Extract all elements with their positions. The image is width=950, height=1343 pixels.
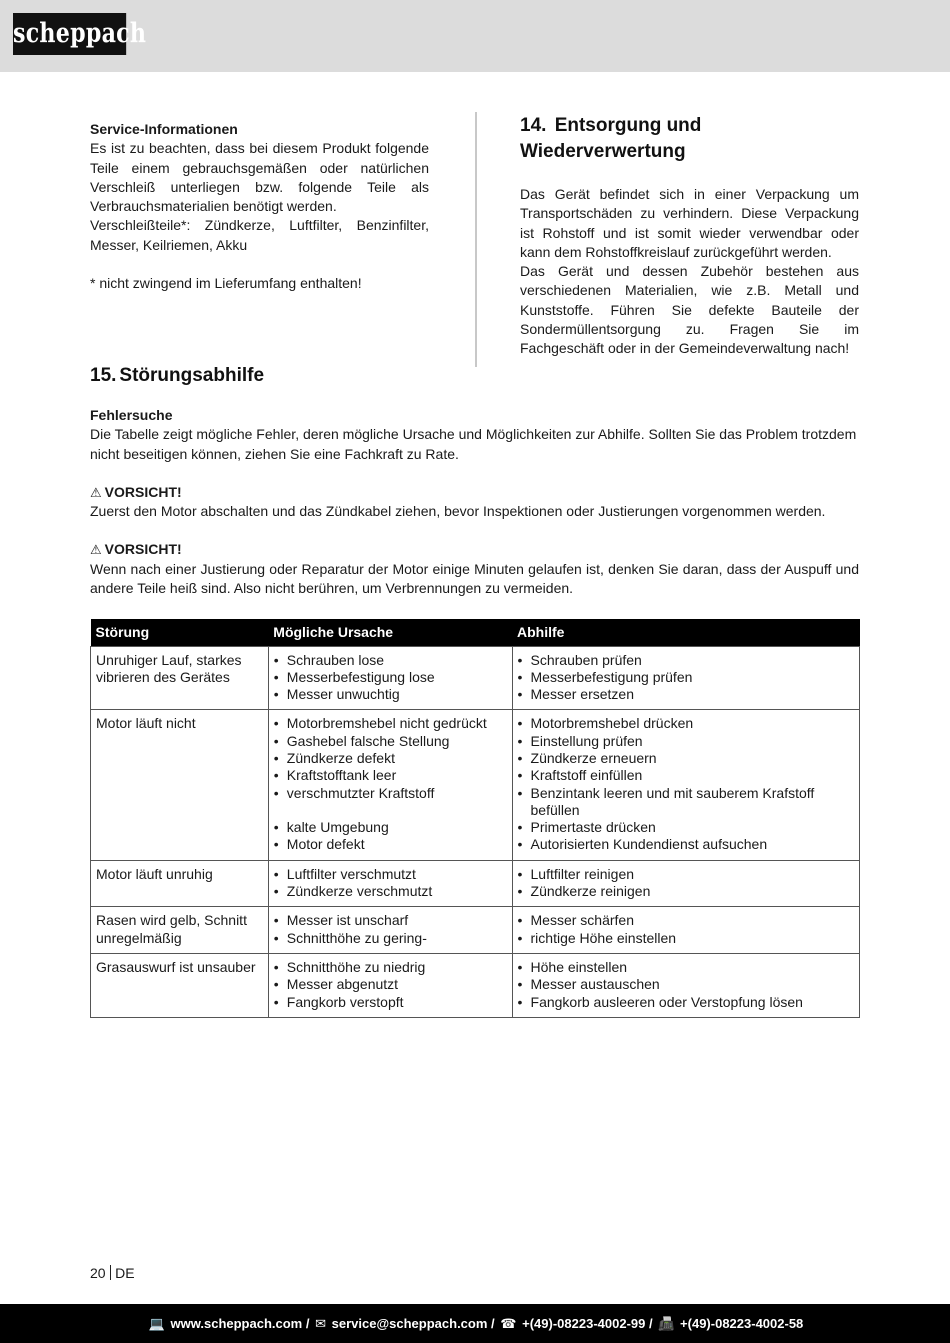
header-cause: Mögliche Ursache	[268, 619, 512, 646]
list-item: • Schnitthöhe zu niedrig	[274, 959, 507, 976]
cause-cell	[268, 710, 512, 860]
list-item: • Zündkerze erneuern	[518, 750, 854, 767]
service-info-body: Es ist zu beachten, dass bei diesem Produkt folgende Teile einem gebrauchsgemäßen oder natürlichen Verschleiß unterliegen bzw. folgende Teile als Verbrauchsmaterialien benötigt werden.	[90, 140, 429, 215]
caution-label: VORSICHT!	[104, 541, 182, 558]
table-row	[91, 646, 860, 710]
fault-table	[90, 619, 860, 1018]
table-row	[91, 953, 860, 1017]
computer-icon: 💻	[148, 1316, 165, 1331]
list-item: • Luftfilter verschmutzt	[274, 866, 507, 883]
remedy-cell	[512, 646, 859, 710]
wear-parts-text: Verschleißteile*: Zündkerze, Luftfilter, Benzinfilter, Messer, Keilriemen, Akku	[90, 217, 429, 253]
header-fault: Störung	[91, 619, 269, 646]
column-divider	[475, 112, 477, 367]
cause-cell	[268, 907, 512, 954]
section-number: 15.	[90, 365, 117, 386]
list-item: • Fangkorb ausleeren oder Verstopfung lösen	[518, 994, 854, 1011]
service-info-section	[90, 120, 429, 293]
fault-cell: Rasen wird gelb, Schnitt unregelmäßig	[91, 907, 269, 954]
remedy-cell	[512, 710, 859, 860]
list-item: • Gashebel falsche Stellung	[274, 733, 507, 750]
separator: /	[648, 1316, 653, 1331]
disposal-paragraph-2: Das Gerät und dessen Zubehör bestehen aus verschiedenen Materialien, wie z.B. Metall und Kunststoffe. Führen Sie defekte Bauteile der Sondermüllentsorgung zu. Fragen Sie im Fachgeschäft oder in der Gemeindeverwaltung nach!	[520, 263, 859, 357]
separator: /	[491, 1316, 495, 1331]
section-title: Entsorgung und Wiederverwertung	[520, 115, 702, 162]
fax-icon: 📠	[658, 1316, 675, 1331]
list-item: • Messer unwuchtig	[274, 686, 507, 703]
page-separator	[110, 1265, 112, 1280]
section-number: 14.	[520, 115, 547, 136]
list-item: • Messerbefestigung lose	[274, 669, 507, 686]
list-item: • Messerbefestigung prüfen	[518, 669, 854, 686]
caution-heading-1	[90, 483, 859, 502]
contact-footer	[0, 1304, 950, 1343]
list-item: • Luftfilter reinigen	[518, 866, 854, 883]
page-number	[90, 1264, 135, 1283]
cause-cell	[268, 646, 512, 710]
table-row	[91, 907, 860, 954]
phone-icon: ☎	[500, 1316, 517, 1331]
list-item: • Zündkerze reinigen	[518, 883, 854, 900]
email-link[interactable]: service@scheppach.com	[331, 1316, 488, 1331]
disposal-section	[520, 113, 859, 359]
caution-text-2: Wenn nach einer Justierung oder Reparatur der Motor einige Minuten gelaufen ist, denken Sie daran, dass der Auspuff und andere Teile heiß sind. Also nicht berühren, um Verbrennungen zu vermeiden.	[90, 560, 859, 597]
section-title: Störungsabhilfe	[119, 365, 265, 386]
remedy-cell	[512, 907, 859, 954]
fault-finding-intro: Die Tabelle zeigt mögliche Fehler, deren mögliche Ursache und Möglichkeiten zur Abhilfe. Sollten Sie das Problem trotzdem nicht beseitigen können, ziehen Sie eine Fachkraft zu Rate.	[90, 426, 857, 462]
list-item: • Schrauben prüfen	[518, 652, 854, 669]
phone-number: +(49)-08223-4002-99	[522, 1316, 646, 1331]
list-item: • Zündkerze defekt	[274, 750, 507, 767]
service-info-title: Service-Informationen	[90, 121, 238, 137]
list-item: • Schnitthöhe zu gering-	[274, 930, 507, 947]
warning-icon: ⚠	[90, 542, 102, 558]
list-item: • Messer austauschen	[518, 976, 854, 993]
mail-icon: ✉	[315, 1316, 327, 1331]
list-item: • richtige Höhe einstellen	[518, 930, 854, 947]
fault-cell: Unruhiger Lauf, starkes vibrieren des Gerätes	[91, 646, 269, 710]
fault-cell: Grasauswurf ist unsauber	[91, 953, 269, 1017]
remedy-cell	[512, 860, 859, 907]
list-spacer	[274, 802, 507, 819]
list-item: • Motorbremshebel nicht gedrückt	[274, 715, 507, 732]
fault-cell: Motor läuft nicht	[91, 710, 269, 860]
wear-parts-note: * nicht zwingend im Lieferumfang enthalten!	[90, 275, 362, 292]
scheppach-logo: scheppach	[13, 13, 126, 55]
separator: /	[305, 1316, 310, 1331]
header-bar	[0, 0, 950, 72]
troubleshooting-section	[90, 363, 859, 598]
list-item: • Fangkorb verstopft	[274, 994, 507, 1011]
list-item: • Motor defekt	[274, 836, 507, 853]
caution-text-1: Zuerst den Motor abschalten und das Zündkabel ziehen, bevor Inspektionen oder Justierungen vorgenommen werden.	[90, 503, 826, 520]
list-item: • Autorisierten Kundendienst aufsuchen	[518, 836, 854, 853]
list-item: • Einstellung prüfen	[518, 733, 854, 750]
list-item: • Schrauben lose	[274, 652, 507, 669]
table-row	[91, 860, 860, 907]
list-item: • Kraftstoff einfüllen	[518, 767, 854, 784]
website-link[interactable]: www.scheppach.com	[170, 1316, 303, 1331]
header-remedy: Abhilfe	[512, 619, 859, 646]
warning-icon: ⚠	[90, 484, 102, 500]
fault-finding-title: Fehlersuche	[90, 407, 173, 423]
page-number-value: 20	[90, 1265, 106, 1281]
list-item: • Benzintank leeren und mit sauberem Krafstoff befüllen	[518, 785, 854, 820]
list-item: • Messer ist unscharf	[274, 912, 507, 929]
list-item: • Höhe einstellen	[518, 959, 854, 976]
fault-cell: Motor läuft unruhig	[91, 860, 269, 907]
troubleshooting-heading	[90, 363, 859, 389]
list-item: • Primertaste drücken	[518, 819, 854, 836]
list-item: • Messer ersetzen	[518, 686, 854, 703]
list-item: • Motorbremshebel drücken	[518, 715, 854, 732]
list-item: • verschmutzter Kraftstoff	[274, 785, 507, 802]
list-item: • Kraftstofftank leer	[274, 767, 507, 784]
list-item: • Zündkerze verschmutzt	[274, 883, 507, 900]
cause-cell	[268, 953, 512, 1017]
disposal-heading	[520, 113, 859, 165]
list-item: • Messer abgenutzt	[274, 976, 507, 993]
list-item: • Messer schärfen	[518, 912, 854, 929]
disposal-paragraph-1: Das Gerät befindet sich in einer Verpackung um Transportschäden zu verhindern. Diese Verpackung ist Rohstoff und ist somit wieder verwendbar oder kann dem Rohstoffkreislauf zurückgeführt werden.	[520, 186, 859, 260]
language-code: DE	[115, 1265, 135, 1281]
caution-label: VORSICHT!	[104, 483, 182, 500]
table-header-row	[91, 619, 860, 646]
list-item: • kalte Umgebung	[274, 819, 507, 836]
table-row	[91, 710, 860, 860]
cause-cell	[268, 860, 512, 907]
remedy-cell	[512, 953, 859, 1017]
caution-heading-2	[90, 540, 859, 559]
fax-number: +(49)-08223-4002-58	[680, 1316, 804, 1331]
